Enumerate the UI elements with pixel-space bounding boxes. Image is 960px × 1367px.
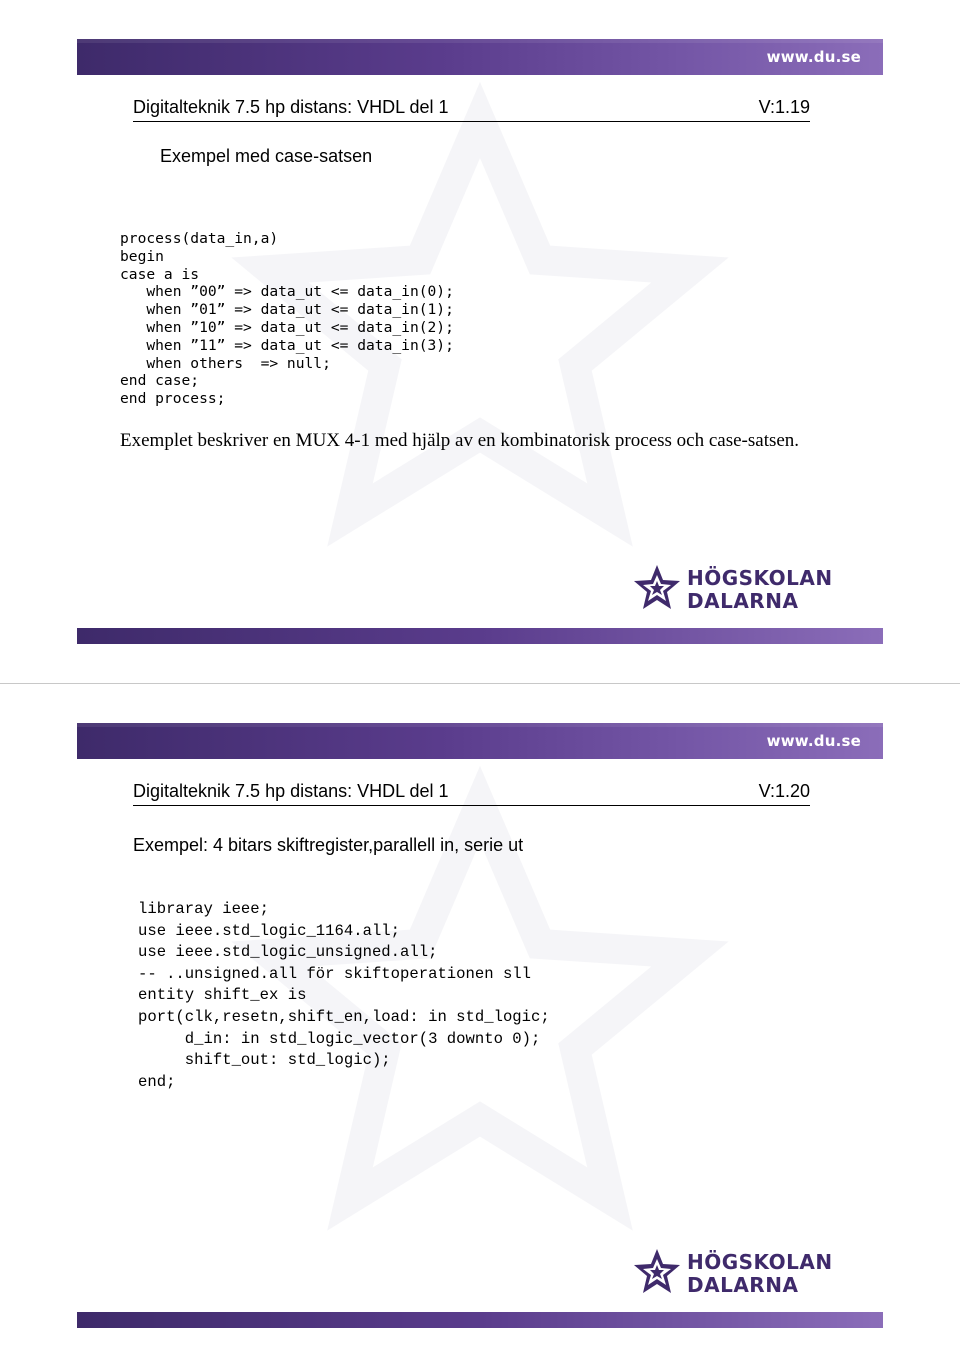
top-banner: [77, 723, 883, 759]
code-line: port(clk,resetn,shift_en,load: in std_logic;: [138, 1007, 550, 1026]
slide-subtitle: Exempel: 4 bitars skiftregister,parallell in, serie ut: [133, 835, 524, 855]
star-logo-icon: [631, 1247, 683, 1299]
slide-version: V:1.19: [758, 97, 810, 117]
code-line: shift_out: std_logic);: [138, 1051, 391, 1070]
code-line: when others => null;: [120, 354, 331, 372]
code-line: end;: [138, 1072, 176, 1091]
code-line: entity shift_ex is: [138, 986, 307, 1005]
logo-line-2: DALARNA: [687, 589, 799, 613]
code-line: d_in: in std_logic_vector(3 downto 0);: [138, 1029, 541, 1048]
code-line: use ieee.std_logic_unsigned.all;: [138, 943, 438, 962]
code-line: process(data_in,a): [120, 230, 279, 247]
hogskolan-dalarna-logo: [631, 563, 871, 623]
site-url: www.du.se: [766, 48, 861, 66]
code-line: end process;: [120, 390, 226, 408]
logo-line-2: DALARNA: [687, 1273, 799, 1297]
code-block: [138, 899, 550, 1093]
code-line: -- ..unsigned.all för skiftoperationen sll: [138, 964, 532, 983]
bottom-banner: [77, 628, 883, 644]
slide-version: V:1.20: [758, 781, 810, 801]
bottom-banner: [77, 1312, 883, 1328]
top-banner: [77, 39, 883, 75]
code-block: [120, 230, 454, 408]
hogskolan-dalarna-logo: [631, 1247, 871, 1307]
code-line: libraray ieee;: [138, 900, 270, 918]
code-line: end case;: [120, 372, 200, 390]
site-url: www.du.se: [766, 732, 861, 750]
code-line: use ieee.std_logic_1164.all;: [138, 921, 401, 940]
slide-header: [133, 97, 810, 122]
code-line: when ”11” => data_ut <= data_in(3);: [120, 336, 454, 354]
code-line: begin: [120, 247, 164, 265]
star-logo-icon: [631, 563, 683, 615]
code-line: when ”10” => data_ut <= data_in(2);: [120, 318, 454, 336]
code-line: when ”01” => data_ut <= data_in(1);: [120, 301, 454, 319]
logo-line-1: HÖGSKOLAN: [687, 566, 833, 590]
course-title: Digitalteknik 7.5 hp distans: VHDL del 1: [133, 781, 449, 801]
code-line: when ”00” => data_ut <= data_in(0);: [120, 283, 454, 301]
logo-line-1: HÖGSKOLAN: [687, 1250, 833, 1274]
slide-caption: Exemplet beskriver en MUX 4-1 med hjälp av en kombinatorisk process och case-satsen.: [120, 430, 800, 451]
slide-header: [133, 781, 810, 806]
code-line: case a is: [120, 265, 200, 283]
slide-subtitle: Exempel med case-satsen: [160, 146, 373, 166]
course-title: Digitalteknik 7.5 hp distans: VHDL del 1: [133, 97, 449, 117]
slide-1: [0, 0, 960, 683]
slide-2: [0, 684, 960, 1367]
